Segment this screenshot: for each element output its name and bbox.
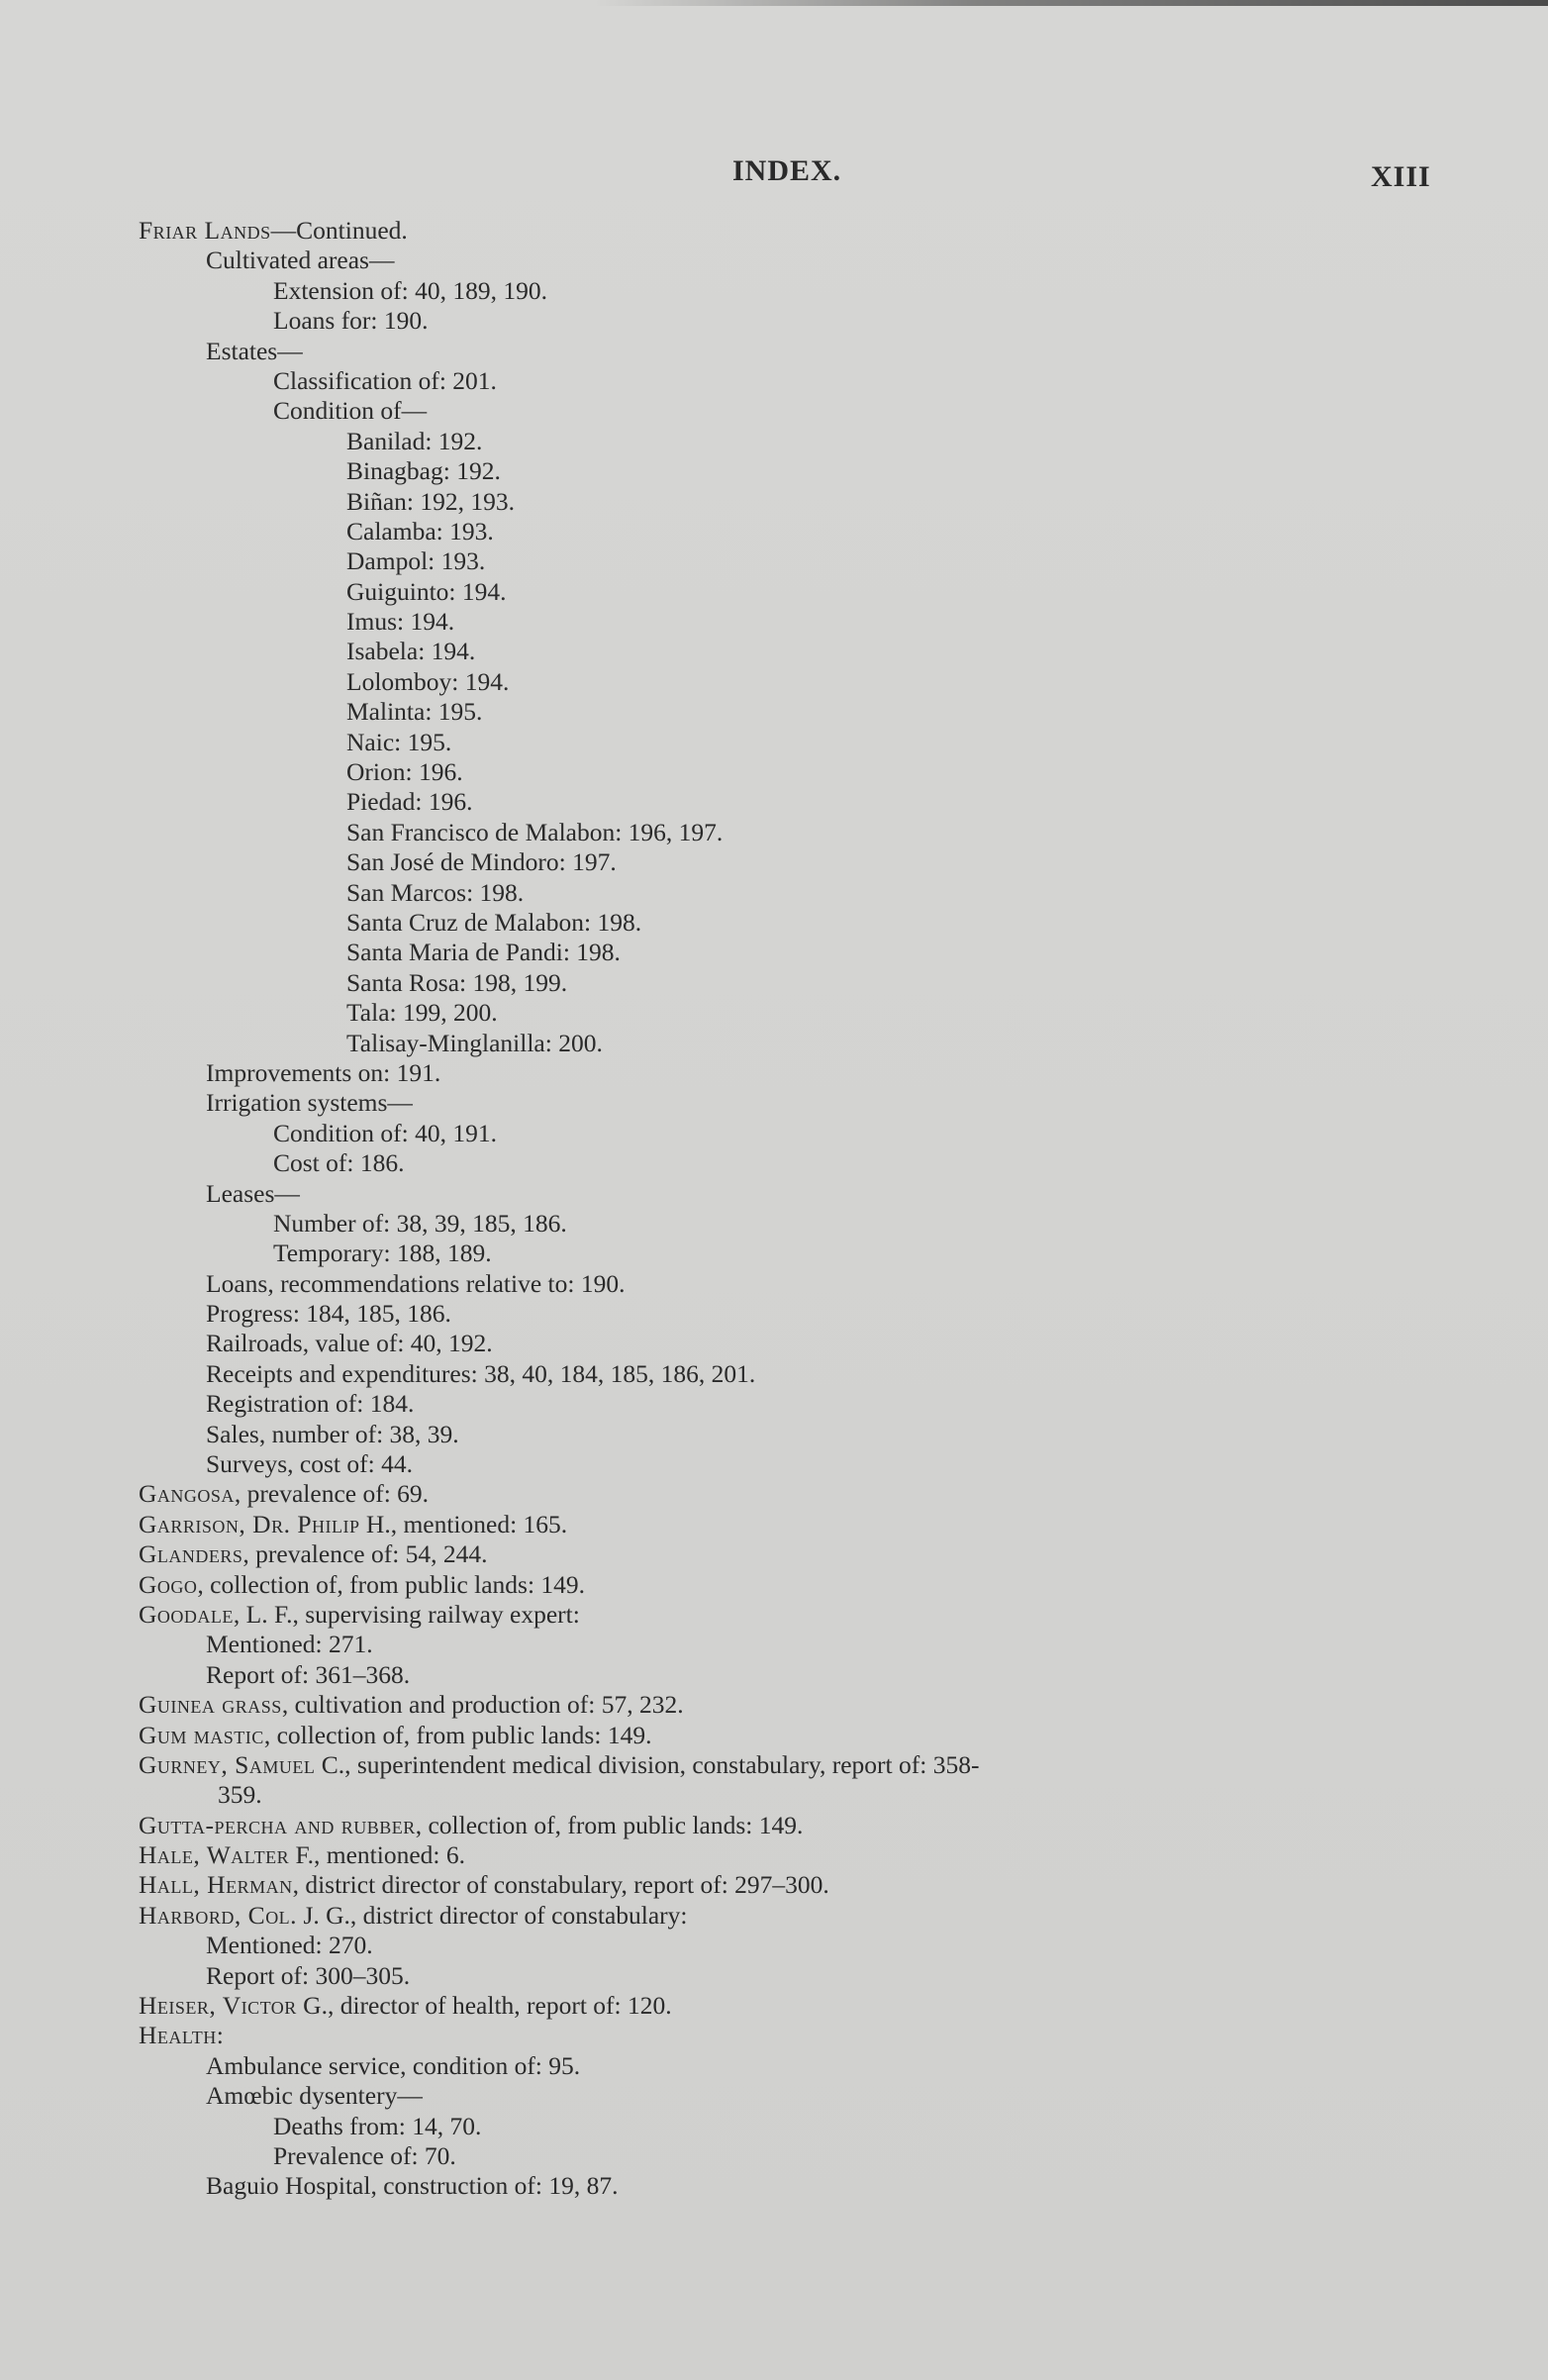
entry-heading: Harbord, Col.: [139, 1900, 298, 1930]
entry-text: Calamba: 193.: [346, 516, 494, 545]
index-sub-entry: [139, 456, 1445, 486]
index-main-entry: [139, 1811, 1445, 1840]
entry-text: Railroads, value of: 40, 192.: [206, 1329, 493, 1358]
index-sub-entry: [139, 2081, 1445, 2111]
entry-text: Isabela: 194.: [346, 637, 476, 666]
index-sub-entry: [139, 1209, 1445, 1239]
entry-text: Leases—: [206, 1178, 300, 1208]
entry-text: , prevalence of: 69.: [234, 1479, 430, 1509]
index-main-entry: [139, 1870, 1445, 1900]
index-main-entry: [139, 1690, 1445, 1720]
entry-heading: Gurney, Samuel: [139, 1749, 316, 1779]
index-sub-entry: [139, 998, 1445, 1028]
entry-text: —Continued.: [270, 216, 408, 245]
index-sub-entry: [139, 1961, 1445, 1991]
entry-text: Irrigation systems—: [206, 1088, 413, 1118]
index-sub-entry: [139, 577, 1445, 607]
entry-text: Ambulance service, condition of: 95.: [206, 2050, 581, 2080]
index-sub-entry: [139, 1359, 1445, 1389]
index-sub-entry: [139, 487, 1445, 517]
page-top-shadow: [594, 0, 1548, 6]
entry-text: Temporary: 188, 189.: [273, 1239, 492, 1268]
index-sub-entry: [139, 2051, 1445, 2081]
index-sub-entry: [139, 908, 1445, 938]
index-sub-entry: [139, 1058, 1445, 1088]
entry-text: C., superintendent medical division, constabulary, report of: 358-: [315, 1749, 980, 1779]
index-sub-entry: [139, 1148, 1445, 1178]
index-main-entry: [139, 1750, 1445, 1780]
entry-text: Piedad: 196.: [346, 787, 473, 817]
entry-text: San Francisco de Malabon: 196, 197.: [346, 817, 724, 846]
index-sub-entry: [139, 1179, 1445, 1209]
entry-text: , collection of, from public lands: 149.: [197, 1569, 586, 1599]
entry-text: Classification of: 201.: [273, 365, 497, 395]
entry-text: Banilad: 192.: [346, 426, 483, 455]
entry-text: Santa Rosa: 198, 199.: [346, 967, 568, 997]
entry-text: Cultivated areas—: [206, 246, 395, 275]
index-sub-entry: [139, 968, 1445, 998]
index-main-entry: [139, 2021, 1445, 2050]
entry-text: Lolomboy: 194.: [346, 666, 510, 696]
index-sub-entry: [139, 1269, 1445, 1299]
entry-text: Improvements on: 191.: [206, 1057, 441, 1087]
entry-text: Mentioned: 271.: [206, 1630, 373, 1659]
index-sub-entry: [139, 1029, 1445, 1058]
entry-text: Binagbag: 192.: [346, 456, 501, 486]
index-sub-entry: [139, 2112, 1445, 2141]
index-sub-entry: [139, 337, 1445, 366]
index-sub-entry: [139, 787, 1445, 817]
entry-text: Talisay-Minglanilla: 200.: [346, 1028, 603, 1057]
entry-heading: Health: [139, 2021, 217, 2050]
entry-text: Orion: 196.: [346, 757, 463, 787]
entry-text: , collection of, from public lands: 149.: [263, 1720, 652, 1749]
entry-heading: Goodale: [139, 1599, 234, 1629]
entry-text: Santa Cruz de Malabon: 198.: [346, 907, 642, 937]
entry-text: San Marcos: 198.: [346, 877, 525, 907]
entry-text: , L. F., supervising railway expert:: [233, 1599, 580, 1629]
entry-text: G., director of health, report of: 120.: [296, 1991, 672, 2021]
entry-text: Tala: 199, 200.: [346, 998, 498, 1028]
entry-text: , district director of constabulary, report of: 297–300.: [292, 1870, 829, 1900]
entry-text: Santa Maria de Pandi: 198.: [346, 938, 621, 967]
entry-text: , prevalence of: 54, 244.: [242, 1539, 488, 1569]
index-entries: [139, 216, 1445, 2202]
entry-text: Report of: 361–368.: [206, 1659, 411, 1689]
entry-text: Sales, number of: 38, 39.: [206, 1419, 459, 1448]
index-sub-entry: [139, 1420, 1445, 1449]
entry-text: H., mentioned: 165.: [359, 1509, 568, 1538]
index-sub-entry: [139, 1239, 1445, 1268]
index-sub-entry: [139, 396, 1445, 426]
entry-text: F., mentioned: 6.: [289, 1840, 465, 1870]
index-sub-entry: [139, 1088, 1445, 1118]
entry-text: San José de Mindoro: 197.: [346, 847, 617, 877]
entry-text: Dampol: 193.: [346, 546, 486, 576]
index-sub-entry: [139, 246, 1445, 275]
index-sub-entry: [139, 607, 1445, 637]
index-main-entry: [139, 1479, 1445, 1509]
entry-heading: Guinea grass: [139, 1690, 282, 1720]
entry-text: :: [216, 2021, 224, 2050]
index-sub-entry: [139, 1630, 1445, 1659]
entry-heading: Gogo: [139, 1569, 198, 1599]
entry-text: Prevalence of: 70.: [273, 2141, 456, 2170]
index-main-entry: [139, 1721, 1445, 1750]
entry-text: , cultivation and production of: 57, 232.: [281, 1690, 684, 1720]
entry-text: Amœbic dysentery—: [206, 2081, 423, 2111]
index-sub-entry: [139, 427, 1445, 456]
entry-text: Imus: 194.: [346, 607, 455, 637]
entry-text: Loans, recommendations relative to: 190.: [206, 1268, 626, 1298]
index-sub-entry: [139, 1780, 1445, 1810]
entry-heading: Gutta-percha and rubber: [139, 1810, 416, 1839]
entry-heading: Gum mastic: [139, 1720, 264, 1749]
entry-text: Baguio Hospital, construction of: 19, 87.: [206, 2171, 619, 2201]
index-sub-entry: [139, 1389, 1445, 1419]
entry-text: Extension of: 40, 189, 190.: [273, 275, 547, 305]
entry-text: Condition of—: [273, 396, 428, 426]
index-sub-entry: [139, 878, 1445, 908]
entry-text: Guiguinto: 194.: [346, 576, 507, 606]
index-main-entry: [139, 1539, 1445, 1569]
index-sub-entry: [139, 1119, 1445, 1148]
entry-text: Naic: 195.: [346, 727, 452, 756]
entry-text: Estates—: [206, 336, 303, 365]
index-sub-entry: [139, 818, 1445, 847]
index-main-entry: [139, 1510, 1445, 1539]
entry-heading: Heiser, Victor: [139, 1991, 297, 2021]
entry-text: Registration of: 184.: [206, 1389, 415, 1419]
index-sub-entry: [139, 517, 1445, 546]
index-sub-entry: [139, 938, 1445, 967]
index-main-entry: [139, 1600, 1445, 1630]
index-sub-entry: [139, 847, 1445, 877]
index-sub-entry: [139, 637, 1445, 666]
entry-heading: Gangosa: [139, 1479, 235, 1509]
index-sub-entry: [139, 1299, 1445, 1329]
index-sub-entry: [139, 1931, 1445, 1960]
entry-text: Surveys, cost of: 44.: [206, 1449, 413, 1479]
index-sub-entry: [139, 2171, 1445, 2201]
entry-heading: Hall, Herman: [139, 1870, 293, 1900]
entry-text: Loans for: 190.: [273, 306, 429, 336]
entry-heading: Garrison, Dr. Philip: [139, 1509, 360, 1538]
index-main-entry: [139, 1901, 1445, 1931]
entry-heading: Glanders: [139, 1539, 243, 1569]
index-sub-entry: [139, 366, 1445, 396]
index-sub-entry: [139, 728, 1445, 757]
index-sub-entry: [139, 667, 1445, 697]
page-number: XIII: [1371, 160, 1431, 193]
index-sub-entry: [139, 546, 1445, 576]
index-main-entry: [139, 1991, 1445, 2021]
index-sub-entry: [139, 1329, 1445, 1358]
index-sub-entry: [139, 276, 1445, 306]
entry-text: Deaths from: 14, 70.: [273, 2111, 482, 2140]
entry-text: , collection of, from public lands: 149.: [415, 1810, 804, 1839]
entry-text: Condition of: 40, 191.: [273, 1118, 497, 1147]
running-header-title: INDEX.: [732, 154, 842, 187]
index-sub-entry: [139, 1449, 1445, 1479]
entry-text: J. G., district director of constabulary:: [297, 1900, 688, 1930]
index-main-entry: [139, 1840, 1445, 1870]
entry-text: 359.: [218, 1780, 262, 1810]
index-main-entry: [139, 1570, 1445, 1600]
index-sub-entry: [139, 2141, 1445, 2171]
index-sub-entry: [139, 697, 1445, 727]
entry-text: Report of: 300–305.: [206, 1960, 411, 1990]
entry-text: Number of: 38, 39, 185, 186.: [273, 1208, 567, 1238]
entry-text: Biñan: 192, 193.: [346, 486, 515, 516]
entry-heading: Friar Lands: [139, 216, 271, 245]
index-sub-entry: [139, 1660, 1445, 1690]
entry-text: Receipts and expenditures: 38, 40, 184, 185, 186, 201.: [206, 1358, 756, 1388]
entry-heading: Hale, Walter: [139, 1840, 290, 1870]
index-sub-entry: [139, 306, 1445, 336]
entry-text: Malinta: 195.: [346, 697, 483, 727]
entry-text: Cost of: 186.: [273, 1148, 405, 1178]
entry-text: Progress: 184, 185, 186.: [206, 1299, 451, 1329]
index-sub-entry: [139, 757, 1445, 787]
entry-text: Mentioned: 270.: [206, 1931, 373, 1960]
index-main-entry: [139, 216, 1445, 246]
